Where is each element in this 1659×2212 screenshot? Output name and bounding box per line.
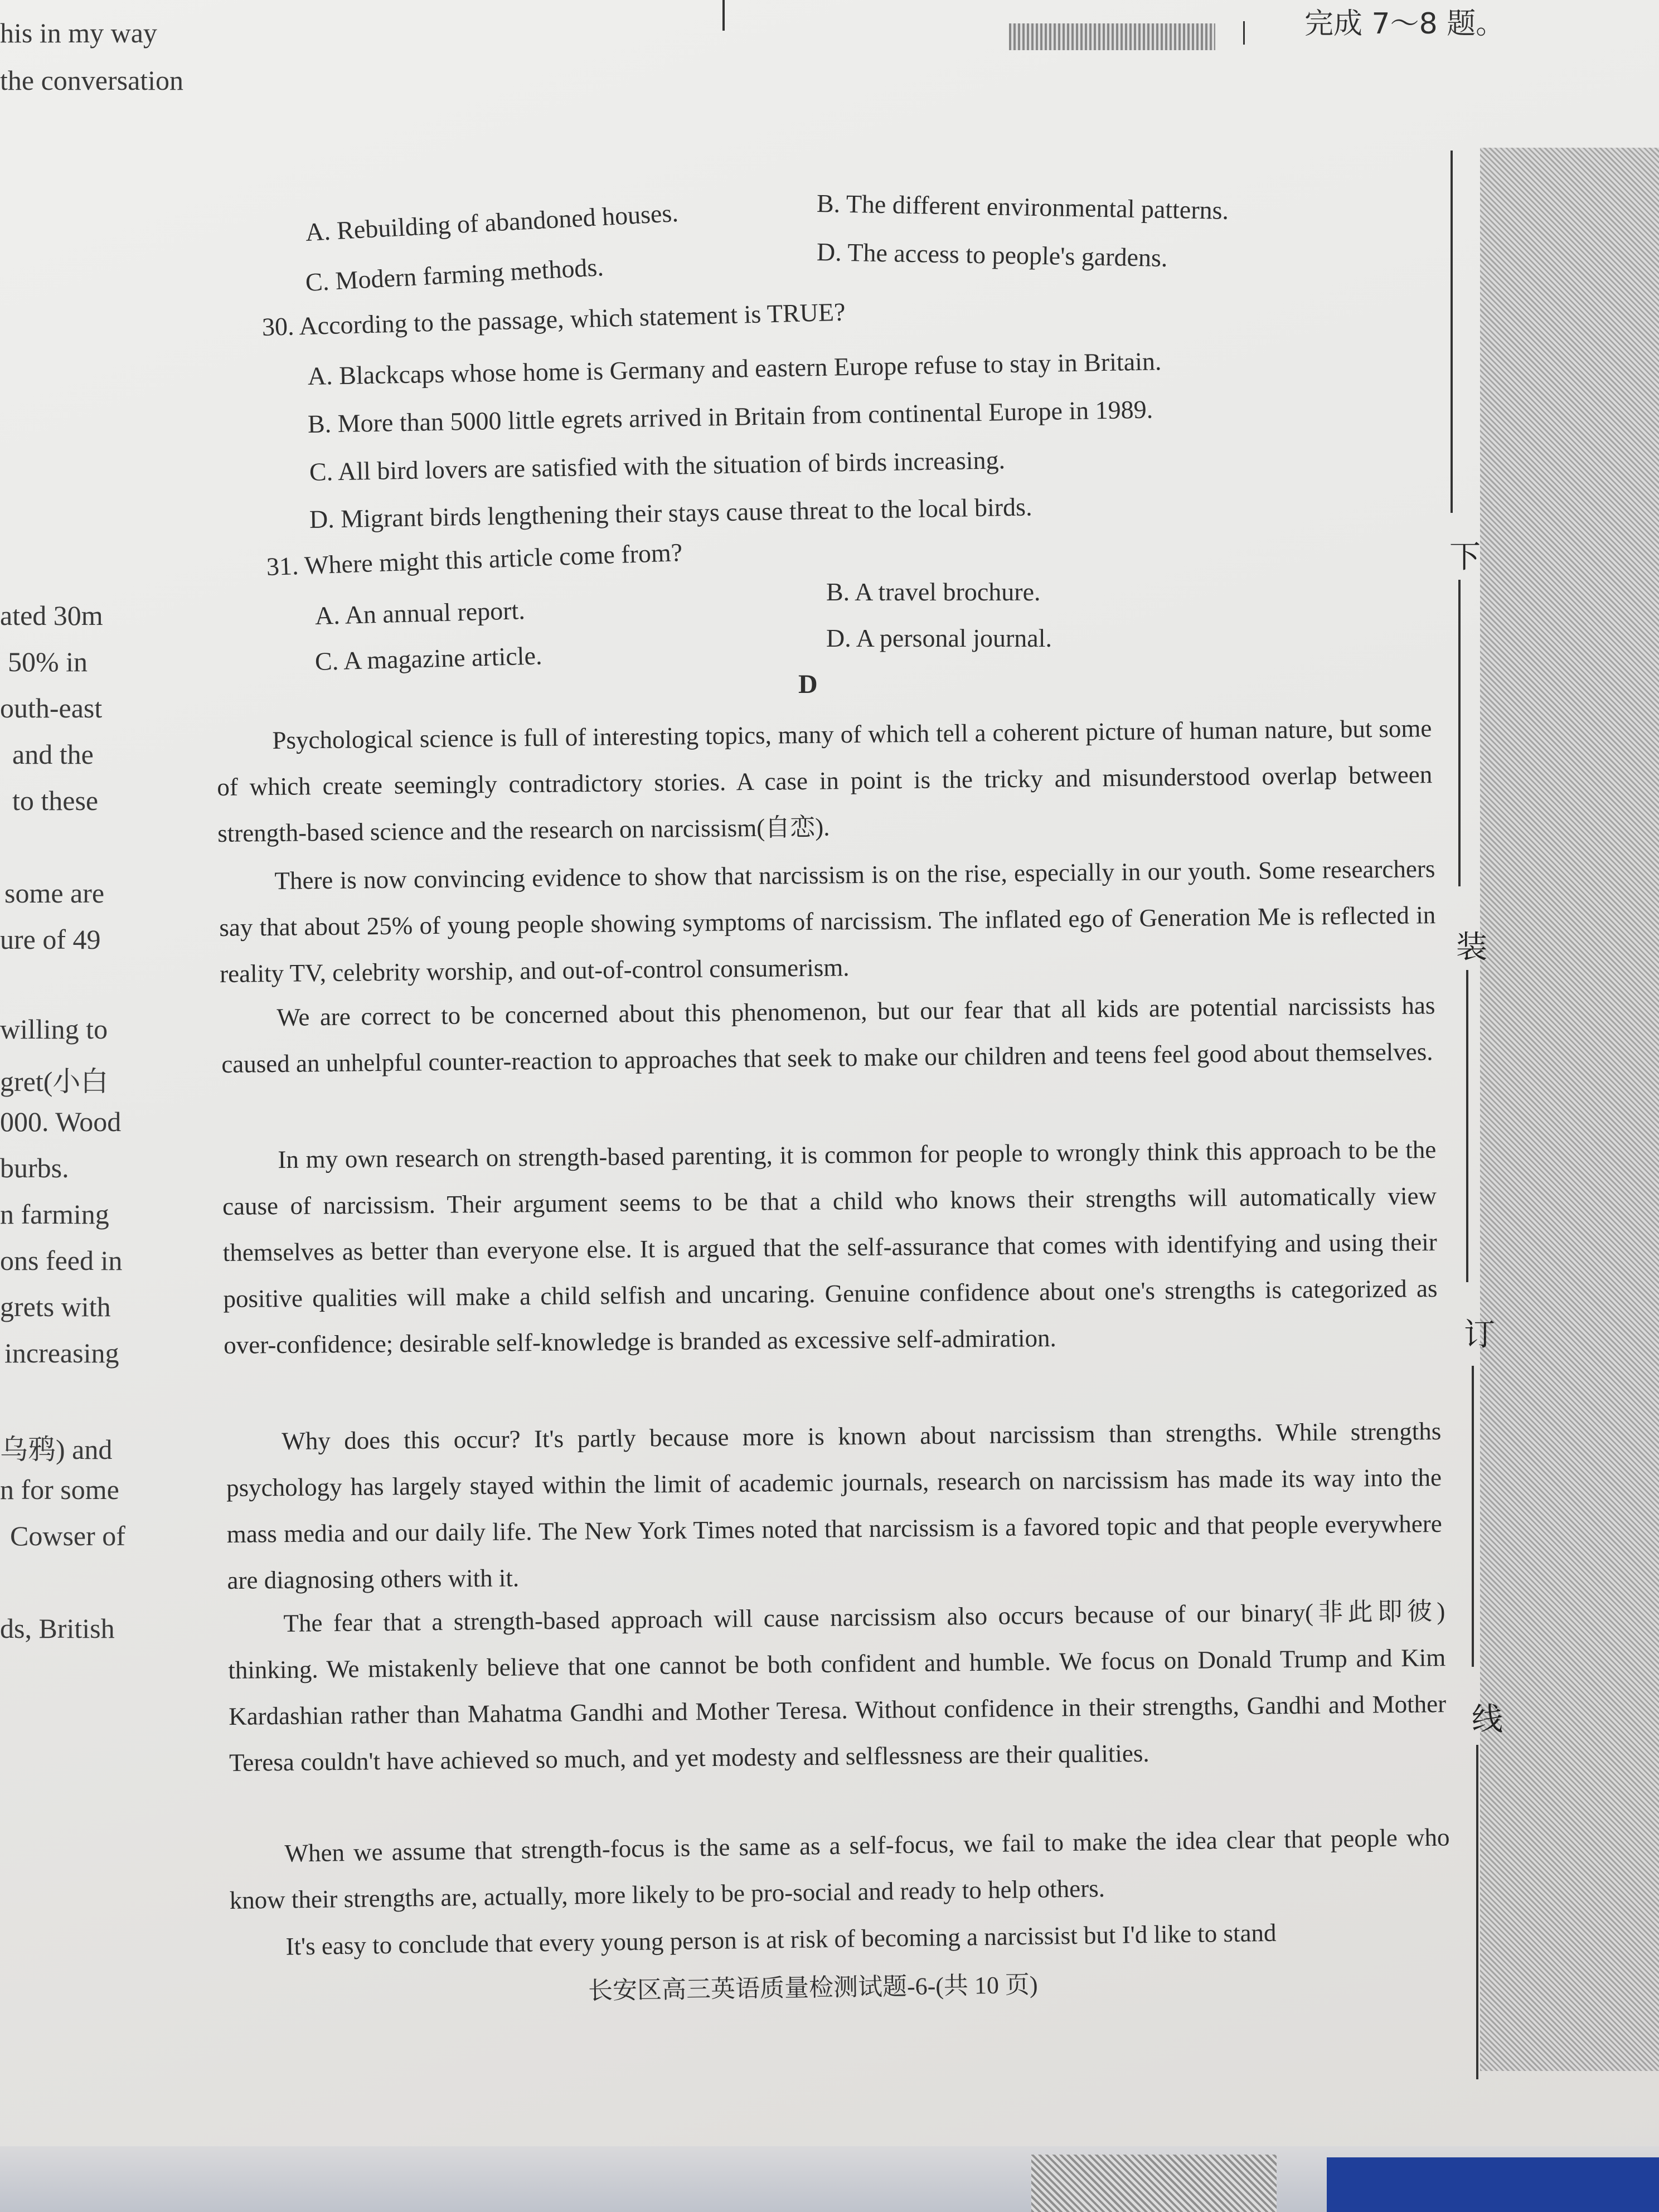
binding-line (1458, 580, 1461, 886)
q31-option-d: D. A personal journal. (826, 624, 1052, 652)
prev-fragment: gret(小白 (0, 1066, 109, 1097)
passage-paragraph: Psychological science is full of interesting topics, many of which tell a coherent picture of human nature, but some of which create seemingly contradictory stories. A case in point is the tricky and misunderstood overlap between strength-based science and the research on narcissism(自恋). (217, 714, 1433, 847)
binding-line (1451, 151, 1453, 513)
top-right-divider (1243, 21, 1245, 45)
prev-fragment: willing to (0, 1013, 108, 1045)
passage-paragraph: The fear that a strength-based approach will cause narcissism also occurs because of our binary(非此即彼) thinking. We mistakenly believe that one cannot be both confident and humble. We focus on Donald Trump and Kim Kardashian rather than Mahatma Gandhi and Mother Teresa. Without confidence in their strengths, Gandhi and Mother Teresa couldn't have achieved so much, and yet modesty and selflessness are their qualities. (228, 1597, 1447, 1777)
prev-fragment: n farming (0, 1199, 109, 1230)
prev-fragment: outh-east (0, 692, 103, 724)
passage-paragraph: In my own research on strength-based parenting, it is common for people to wrongly think this approach to be the cause of narcissism. Their argument seems to be that a child who knows their strengths will automatically view themselves as better than everyone else. It is argued that the self-assurance that comes with identifying and using their positive qualities will make a child selfish and uncaring. Genuine confidence about one's strengths is categorized as over-confidence; desirable self-knowledge is branded as excessive self-admiration. (222, 1135, 1438, 1359)
binding-line (1476, 1745, 1478, 2079)
q30-option-c: C. All bird lovers are satisfied with the situation of birds increasing. (309, 445, 1006, 486)
q30-stem: 30. According to the passage, which statement is TRUE? (261, 297, 846, 341)
passage-paragraph: When we assume that strength-focus is the same as a self-focus, we fail to make the idea clear that people who know their strengths are, actually, more likely to be pro-social and ready to help others. (229, 1823, 1450, 1914)
prev-fragment: n for some (0, 1474, 119, 1505)
prev-fragment: the conversation (0, 65, 184, 96)
prev-fragment: and the (12, 739, 94, 770)
bottom-desk (1327, 2157, 1659, 2212)
top-divider (722, 0, 725, 31)
q29-option-c: C. Modern farming methods. (304, 253, 604, 297)
q29-option-a: A. Rebuilding of abandoned houses. (304, 198, 679, 246)
q30-option-a: A. Blackcaps whose home is Germany and eastern Europe refuse to stay in Britain. (307, 347, 1162, 390)
passage-paragraph: It's easy to conclude that every young person is at risk of becoming a narcissist but I'd like to stand (285, 1918, 1277, 1961)
top-right-text: 完成 7～8 题。 (1304, 7, 1505, 41)
q30-option-b: B. More than 5000 little egrets arrived in Britain from continental Europe in 1989. (307, 395, 1153, 438)
q31-stem: 31. Where might this article come from? (266, 537, 683, 581)
prev-fragment: 50% in (8, 646, 88, 677)
prev-fragment: 乌鸦) and (0, 1434, 113, 1465)
section-heading: D (798, 670, 818, 699)
prev-fragment: ated 30m (0, 600, 103, 631)
passage-paragraph: We are correct to be concerned about this phenomenon, but our fear that all kids are potential narcissists has caused an unhelpful counter-reaction to approaches that seek to make our children and teens feel good about themselves. (221, 991, 1435, 1078)
q31-option-c: C. A magazine article. (314, 641, 542, 676)
passage-paragraph: Why does this occur? It's partly because more is known about narcissism than strengths. While strengths psychology has largely stayed within the limit of academic journals, research on narcissism has made its way into the mass media and our daily life. The New York Times noted that narcissism is a favored topic and that people everywhere are diagnosing others with it. (226, 1417, 1442, 1594)
q29-option-b: B. The different environmental patterns. (816, 189, 1229, 225)
top-barcode-noise (1009, 23, 1215, 50)
prev-fragment: burbs. (0, 1152, 69, 1183)
binding-char: 下 (1449, 539, 1481, 575)
q29-option-d: D. The access to people's gardens. (816, 237, 1168, 272)
binding-line (1472, 1366, 1474, 1667)
prev-fragment: to these (12, 785, 99, 816)
q30-option-d: D. Migrant birds lengthening their stays cause threat to the local birds. (309, 492, 1032, 533)
prev-fragment: grets with (0, 1291, 111, 1322)
q31-option-b: B. A travel brochure. (826, 578, 1041, 606)
binding-char: 线 (1472, 1701, 1503, 1738)
prev-fragment: Cowser of (10, 1520, 125, 1551)
binding-char: 订 (1464, 1317, 1495, 1353)
prev-fragment: some are (4, 877, 105, 909)
q31-option-a: A. An annual report. (314, 596, 526, 630)
passage-paragraph: There is now convincing evidence to show that narcissism is on the rise, especially in our youth. Some researchers say that about 25% of young people showing symptoms of narcissism. The inflated ego of Generation Me is reflected in reality TV, celebrity worship, and out-of-control consumerism. (219, 855, 1436, 988)
binding-line (1466, 970, 1468, 1282)
binding-strip (1480, 148, 1659, 2071)
binding-char: 装 (1456, 929, 1487, 966)
prev-fragment: ure of 49 (0, 924, 101, 955)
prev-fragment: 000. Wood (0, 1106, 122, 1137)
page-footer: 长安区高三英语质量检测试题-6-(共 10 页) (588, 1971, 1038, 2005)
prev-fragment: his in my way (0, 17, 157, 48)
prev-fragment: ds, British (0, 1613, 115, 1644)
bottom-paper-noise (1031, 2155, 1277, 2212)
prev-fragment: increasing (4, 1337, 119, 1369)
prev-fragment: ons feed in (0, 1245, 123, 1276)
